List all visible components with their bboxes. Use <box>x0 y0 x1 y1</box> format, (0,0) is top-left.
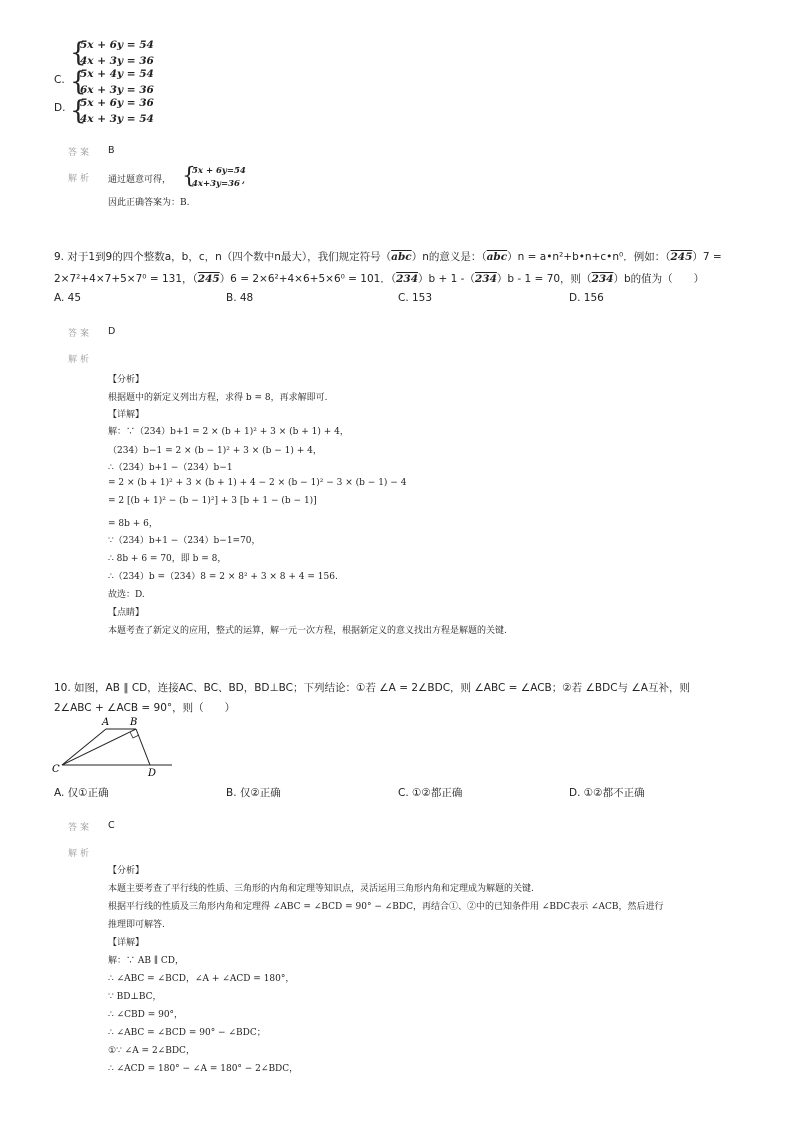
option-d[interactable]: D. ①②都不正确 <box>569 787 645 799</box>
comma: , <box>242 176 245 186</box>
question-10-stem-line2: 2∠ABC + ∠ACB = 90°，则（ ） <box>54 702 236 714</box>
geometry-figure <box>50 712 180 778</box>
solution-line: ∴（234）b+1 −（234）b−1 <box>108 463 233 473</box>
option-d-label: D. <box>54 102 66 114</box>
answer-label: 答案 <box>68 823 93 833</box>
analysis-label: 解析 <box>68 849 93 859</box>
answer-value: D <box>108 326 116 337</box>
solution-line: 本题主要考查了平行线的性质、三角形的内角和定理等知识点，灵活运用三角形内角和定理成为解题的关键. <box>108 884 534 894</box>
analysis-system: { 5x + 6y=54 4x+3y=36 , <box>182 164 246 189</box>
solution-line: 根据题中的新定义列出方程，求得 b = 8，再求解即可. <box>108 393 328 403</box>
option-b[interactable]: B. 48 <box>226 292 254 304</box>
solution-line: 解：∵ AB ∥ CD， <box>108 956 184 966</box>
option-a[interactable]: A. 仅①正确 <box>54 787 109 799</box>
solution-line: ∵ BD⊥BC， <box>108 992 162 1002</box>
solution-line: ∴ ∠ABC = ∠BCD，∠A + ∠ACD = 180°， <box>108 974 295 984</box>
question-10-stem-line1: 10. 如图，AB ∥ CD，连接AC、BC、BD，BD⊥BC；下列结论：①若 ∠A = 2∠BDC，则 ∠ABC = ∠ACB；②若 ∠BDC与 ∠A互补，则 <box>54 682 690 694</box>
solution-line: ①∵ ∠A = 2∠BDC， <box>108 1046 195 1056</box>
equation: 4x+3y=36 <box>192 179 240 189</box>
point-d-label: D <box>148 768 157 778</box>
analysis-text: 因此正确答案为：B. <box>108 198 190 208</box>
solution-line: 根据平行线的性质及三角形内角和定理得 ∠ABC = ∠BCD = 90° − ∠BDC，再结合①、②中的已知条件用 ∠BDC表示 ∠ACB，然后进行 <box>108 902 664 912</box>
solution-line: 【详解】 <box>108 410 145 420</box>
solution-line: 本题考查了新定义的应用，整式的运算，解一元一次方程，根据新定义的意义找出方程是解题的关键. <box>108 626 507 636</box>
option-c[interactable]: C. ①②都正确 <box>398 787 463 799</box>
point-b-label: B <box>130 717 138 728</box>
system-c: { 5x + 4y = 54 6x + 3y = 36 <box>70 67 154 97</box>
equation: 4x + 3y = 36 <box>80 55 154 67</box>
answer-value: C <box>108 820 115 831</box>
line-bd <box>136 729 150 765</box>
analysis-text: 通过题意可得， <box>108 175 172 185</box>
solution-line: ∴ ∠ABC = ∠BCD = 90° − ∠BDC； <box>108 1028 266 1038</box>
analysis-label: 解析 <box>68 174 93 184</box>
solution-line: 【详解】 <box>108 938 145 948</box>
option-d[interactable]: D. 156 <box>569 292 604 304</box>
system-b: { 5x + 6y = 54 4x + 3y = 36 <box>70 38 154 68</box>
solution-line: ∴ ∠CBD = 90°， <box>108 1010 184 1020</box>
solution-line: ∴ 8b + 6 = 70，即 b = 8， <box>108 554 227 564</box>
point-a-label: A <box>102 717 110 728</box>
solution-line: （234）b−1 = 2 × (b − 1)² + 3 × (b − 1) + 4， <box>108 446 322 456</box>
equation: 5x + 4y = 54 <box>80 68 154 80</box>
equation: 5x + 6y = 36 <box>80 97 154 109</box>
equation: 5x + 6y = 54 <box>80 39 154 51</box>
analysis-label: 解析 <box>68 355 93 365</box>
equation: 5x + 6y=54 <box>192 166 246 176</box>
equation: 6x + 3y = 36 <box>80 84 154 96</box>
solution-line: ∴（234）b =（234）8 = 2 × 8² + 3 × 8 + 4 = 156. <box>108 572 338 582</box>
question-9-stem-line1: 9. 对于1到9的四个整数a，b，c，n（四个数中n最大），我们规定符号$(\overline{abc})n$的意义是：$(\overline{abc})n$ = a•n²+b•n+c•n⁰．例如：（245）7 = <box>54 251 722 263</box>
point-c-label: C <box>52 764 60 775</box>
solution-line: = 2 [(b + 1)² − (b − 1)²] + 3 [b + 1 − (b − 1)] <box>108 496 317 506</box>
answer-value: B <box>108 145 115 156</box>
solution-line: = 8b + 6， <box>108 519 158 529</box>
option-a[interactable]: A. 45 <box>54 292 82 304</box>
solution-line: 【点睛】 <box>108 608 145 618</box>
solution-line: 故选：D. <box>108 590 145 600</box>
option-c-label: C. <box>54 74 65 86</box>
solution-line: = 2 × (b + 1)² + 3 × (b + 1) + 4 − 2 × (b − 1)² − 3 × (b − 1) − 4 <box>108 478 407 488</box>
answer-label: 答案 <box>68 329 93 339</box>
option-c[interactable]: C. 153 <box>398 292 433 304</box>
equation: 4x + 3y = 54 <box>80 113 154 125</box>
solution-line: 解：∵（234）b+1 = 2 × (b + 1)² + 3 × (b + 1) + 4， <box>108 427 349 437</box>
option-b[interactable]: B. 仅②正确 <box>226 787 281 799</box>
system-d: { 5x + 6y = 36 4x + 3y = 54 <box>70 96 154 126</box>
answer-label: 答案 <box>68 148 93 158</box>
solution-line: ∵（234）b+1 −（234）b−1=70， <box>108 536 261 546</box>
solution-line: 【分析】 <box>108 866 145 876</box>
solution-line: 【分析】 <box>108 375 145 385</box>
solution-line: ∴ ∠ACD = 180° − ∠A = 180° − 2∠BDC， <box>108 1064 299 1074</box>
solution-line: 推理即可解答. <box>108 920 165 930</box>
question-9-stem-line2: 2×7²+4×7+5×7⁰ = 131，（245）6 = 2×6²+4×6+5×6⁰ = 101．（234）b + 1 -（234）b - 1 = 70，则（234）b的值为（ ） <box>54 273 705 285</box>
